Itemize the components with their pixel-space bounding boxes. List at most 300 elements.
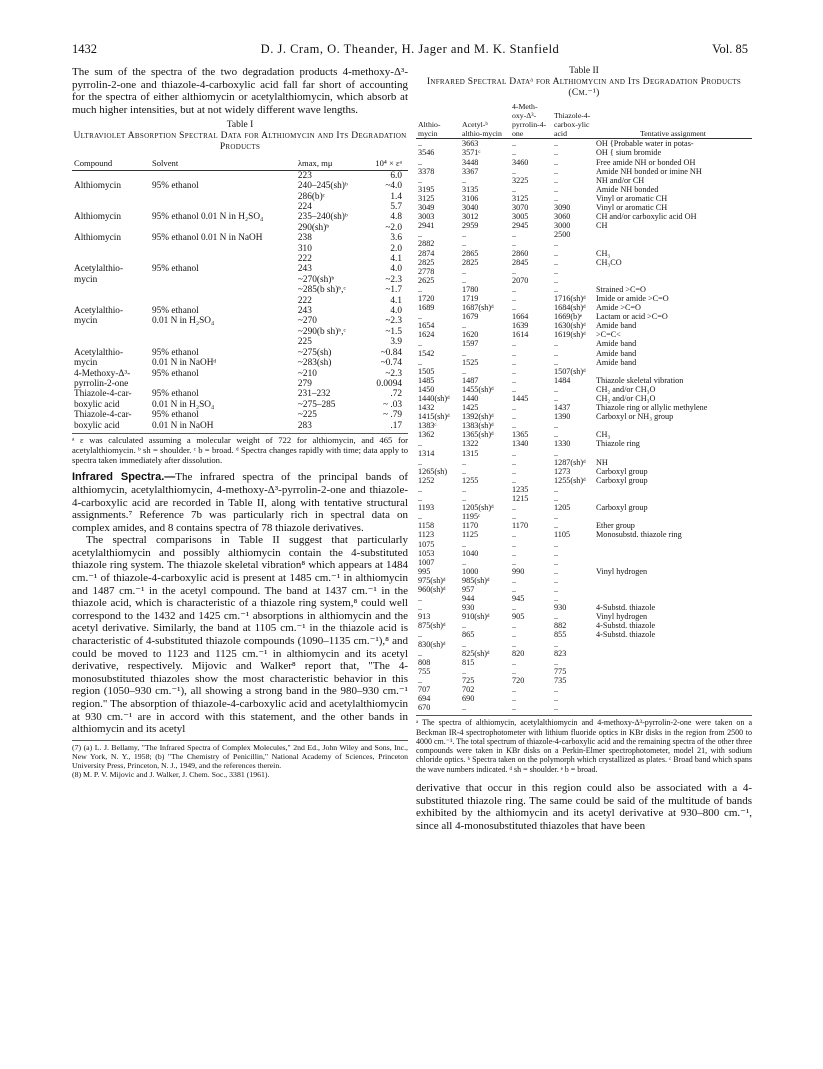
ir-table-row bbox=[416, 139, 752, 149]
ir-table-row bbox=[416, 694, 752, 703]
ir-cell-methoxypyrrolinone: .. bbox=[512, 166, 517, 176]
ir-cell-methoxypyrrolinone: 1340 bbox=[512, 439, 529, 449]
ir-cell-assignment: Thiazole ring or allylic methylene bbox=[596, 403, 708, 413]
ir-cell-acetylalthiomycin: 825(sh)ᵈ bbox=[462, 648, 490, 658]
ir-cell-methoxypyrrolinone: .. bbox=[512, 284, 517, 294]
uv-cell-solvent bbox=[150, 170, 296, 181]
uv-cell-lambda: ~225 bbox=[297, 410, 317, 421]
uv-cell-compound: Althiomycin bbox=[74, 181, 121, 192]
uv-cell-lambda: 310 bbox=[297, 243, 312, 254]
uv-cell-solvent: 0.01 N in H₂SO₄ bbox=[151, 316, 215, 327]
ir-cell-thiazole-acid: 1105 bbox=[554, 530, 571, 540]
ir-cell-acetylalthiomycin: 1780 bbox=[462, 284, 479, 294]
ir-cell-methoxypyrrolinone: 1445 bbox=[512, 394, 529, 403]
left-column bbox=[72, 66, 408, 780]
ir-cell-acetylalthiomycin: 944 bbox=[462, 594, 475, 604]
ir-cell-assignment: CH and/or carboxylic acid OH bbox=[596, 212, 697, 222]
ir-cell-assignment: CH₃CO bbox=[596, 257, 622, 267]
uv-cell-lambda: ~285(b sh)ᵇ,ᶜ bbox=[297, 285, 346, 296]
uv-cell-compound: Thiazole-4-car- bbox=[74, 389, 132, 400]
ir-cell-methoxypyrrolinone: 905 bbox=[512, 612, 525, 622]
ir-table-row bbox=[416, 221, 752, 230]
ir-table-row bbox=[416, 176, 752, 185]
uv-cell-solvent: 95% ethanol 0.01 N in NaOH bbox=[151, 233, 263, 244]
uv-table-row bbox=[72, 306, 408, 316]
ir-table-row bbox=[416, 203, 752, 212]
ir-cell-methoxypyrrolinone: 1235 bbox=[512, 484, 529, 494]
ir-cell-methoxypyrrolinone: .. bbox=[512, 666, 517, 676]
reference-7: (7) (a) L. J. Bellamy, "The Infrared Spectra of Complex Molecules," 2nd Ed., John Wiley and Sons, Inc., New York, N. Y., 1958; (b) "The Chemistry of Penicillin," National Academy of Sciences, Princeton University Press, Princeton, N. J., 1949, and the references therein. bbox=[72, 742, 408, 771]
uv-cell-solvent bbox=[150, 327, 296, 337]
uv-cell-epsilon: 4.8 bbox=[390, 212, 402, 223]
ir-cell-assignment bbox=[594, 694, 752, 703]
ir-cell-methoxypyrrolinone: 2070 bbox=[512, 275, 529, 285]
uv-cell-compound: Thiazole-4-car- bbox=[74, 410, 132, 421]
uv-table-row bbox=[72, 264, 408, 274]
ir-table-row bbox=[416, 249, 752, 258]
ir-table-row bbox=[416, 194, 752, 203]
ir-table-row bbox=[416, 148, 752, 157]
uv-cell-epsilon: 5.7 bbox=[390, 202, 402, 212]
ir-cell-althiomycin: 670 bbox=[418, 703, 431, 713]
ir-cell-thiazole-acid: .. bbox=[554, 184, 559, 194]
ir-table-row bbox=[416, 439, 752, 448]
uv-table-row bbox=[72, 379, 408, 389]
ir-cell-acetylalthiomycin: 1383(sh)ᵈ bbox=[462, 421, 494, 431]
uv-cell-solvent: 95% ethanol bbox=[151, 264, 199, 275]
uv-header-epsilon: 10⁴ × εᵃ bbox=[364, 157, 408, 170]
ir-cell-assignment: CH₂ and/or CH₃O bbox=[596, 394, 656, 403]
ir-cell-methoxypyrrolinone: .. bbox=[512, 457, 517, 467]
uv-table-row bbox=[72, 348, 408, 358]
ir-table-row bbox=[416, 185, 752, 194]
ir-cell-methoxypyrrolinone: .. bbox=[512, 557, 517, 567]
ir-table-row bbox=[416, 403, 752, 412]
ir-cell-althiomycin: 975(sh)ᵈ bbox=[418, 575, 446, 585]
ir-table-row bbox=[416, 667, 752, 676]
ir-cell-althiomycin: .. bbox=[418, 494, 423, 504]
ir-cell-thiazole-acid: .. bbox=[554, 484, 559, 494]
ir-cell-acetylalthiomycin: 1679 bbox=[462, 312, 479, 322]
ir-cell-acetylalthiomycin: 690 bbox=[462, 694, 475, 704]
ir-cell-methoxypyrrolinone: .. bbox=[512, 357, 517, 367]
ir-cell-althiomycin: 1440(sh)ᵈ bbox=[418, 394, 450, 403]
ir-cell-assignment bbox=[594, 512, 752, 521]
ir-cell-acetylalthiomycin: 3663 bbox=[462, 139, 479, 149]
ir-cell-acetylalthiomycin: .. bbox=[462, 266, 467, 276]
ir-cell-assignment bbox=[594, 230, 752, 239]
uv-cell-lambda: 243 bbox=[297, 264, 312, 275]
ir-cell-methoxypyrrolinone: 3225 bbox=[512, 175, 529, 185]
ir-cell-thiazole-acid: .. bbox=[554, 193, 559, 203]
uv-cell-solvent: 95% ethanol bbox=[151, 389, 199, 400]
uv-cell-epsilon: 3.9 bbox=[390, 337, 402, 348]
ir-cell-assignment: Amide band bbox=[596, 348, 637, 358]
ir-table-row bbox=[416, 430, 752, 439]
ir-cell-methoxypyrrolinone: 3125 bbox=[512, 193, 529, 203]
uv-cell-epsilon: .17 bbox=[390, 420, 402, 431]
table2-label: Table II bbox=[569, 66, 599, 76]
ir-cell-althiomycin: 2825 bbox=[418, 257, 435, 267]
ir-table-row bbox=[416, 385, 752, 394]
uv-table-row bbox=[72, 296, 408, 306]
ir-cell-thiazole-acid: 930 bbox=[554, 603, 567, 613]
ir-cell-assignment: Amide NH bonded or imine NH bbox=[596, 166, 702, 176]
ir-cell-althiomycin: 2941 bbox=[418, 221, 435, 231]
uv-cell-epsilon: 0.0094 bbox=[376, 378, 402, 389]
uv-cell-solvent: 95% ethanol bbox=[151, 181, 199, 192]
ir-table-row bbox=[416, 258, 752, 267]
ir-cell-methoxypyrrolinone: .. bbox=[512, 548, 517, 558]
ir-cell-thiazole-acid: .. bbox=[554, 384, 559, 394]
ir-cell-althiomycin: 830(sh)ᵈ bbox=[418, 639, 446, 649]
ir-cell-methoxypyrrolinone: 1215 bbox=[512, 494, 529, 504]
ir-cell-thiazole-acid: .. bbox=[554, 394, 559, 403]
ir-cell-acetylalthiomycin: 1322 bbox=[462, 439, 479, 449]
ir-table-row bbox=[416, 512, 752, 521]
ir-cell-althiomycin: .. bbox=[418, 512, 423, 522]
ir-cell-acetylalthiomycin: .. bbox=[462, 275, 467, 285]
uv-cell-epsilon: ~ .03 bbox=[383, 399, 402, 410]
table1-caption: Ultraviolet Absorption Spectral Data for Althiomycin and Its Degradation Products bbox=[73, 131, 407, 153]
ir-cell-althiomycin: 1252 bbox=[418, 475, 435, 485]
uv-cell-lambda: ~290(b sh)ᵇ,ᶜ bbox=[297, 326, 346, 337]
ir-cell-thiazole-acid: 1619(sh)ᵈ bbox=[554, 330, 586, 340]
ir-cell-thiazole-acid: .. bbox=[554, 612, 559, 622]
ir-table-row bbox=[416, 239, 752, 248]
ir-cell-althiomycin: 1007 bbox=[418, 557, 435, 567]
ir-cell-thiazole-acid: .. bbox=[554, 257, 559, 267]
ir-cell-althiomycin: 1654 bbox=[418, 321, 435, 331]
ir-table-row bbox=[416, 421, 752, 430]
uv-cell-epsilon: 3.6 bbox=[390, 233, 402, 244]
ir-table-row bbox=[416, 321, 752, 330]
reference-8: (8) M. P. V. Mijovic and J. Walker, J. Chem. Soc., 3381 (1961). bbox=[72, 770, 270, 780]
ir-cell-thiazole-acid: .. bbox=[554, 494, 559, 504]
infrared-paragraph-2: The spectral comparisons in Table II suggest that particularly acetylalthiomycin and possibly althiomycin contain the 4-substituted thiazole ring system. The thiazole skeletal vibration⁸ which appears at 1484 cm.⁻¹ of thiazole-4-carboxylic acid is present at 1485 cm.⁻¹ in althiomycin and 1487 cm.⁻¹ in the acetyl compound. The band at 1437 cm.⁻¹ in the thiazole acid, which is characteristic of a thiazole ring system,⁸ could well correspond to the 1432 and 1425 cm.⁻¹ absorptions in althiomycin and the acetyl derivative. Similarly, the band at 1105 cm.⁻¹ in the thiazole acid is characteristic of 4-substituted thiazole compounds (1090–1135 cm.⁻¹),⁸ and could be moved to 1123 and 1125 cm.⁻¹ in althiomycin and its acetyl derivative, respectively. Mijovic and Walker⁸ report that, "The 4-monosubstituted thiazoles show the most characteristic behavior in this region (1050–930 cm.⁻¹), all showing a strong band in the 980–930 cm.⁻¹ region." The absorption of thiazole-4-carboxylic acid and acetylalthiomycin at 930 cm.⁻¹ are in accord with this statement, and the other bands in althiomycin and its acetyl bbox=[72, 534, 408, 736]
ir-cell-methoxypyrrolinone: .. bbox=[512, 703, 517, 713]
ir-cell-assignment bbox=[594, 267, 752, 276]
ir-table-row bbox=[416, 549, 752, 558]
ir-cell-thiazole-acid: .. bbox=[554, 175, 559, 185]
ir-cell-thiazole-acid: 1716(sh)ᵈ bbox=[554, 293, 586, 303]
uv-table-row bbox=[72, 212, 408, 222]
ir-cell-methoxypyrrolinone: .. bbox=[512, 184, 517, 194]
ir-cell-acetylalthiomycin: .. bbox=[462, 639, 467, 649]
ir-cell-acetylalthiomycin: .. bbox=[462, 557, 467, 567]
ir-cell-assignment: Monosubstd. thiazole ring bbox=[596, 530, 682, 540]
ir-cell-acetylalthiomycin: .. bbox=[462, 239, 467, 249]
uv-table-row bbox=[72, 316, 408, 326]
ir-cell-acetylalthiomycin: 702 bbox=[462, 685, 475, 694]
ir-cell-methoxypyrrolinone: 2845 bbox=[512, 257, 529, 267]
ir-cell-assignment bbox=[594, 658, 752, 667]
uv-cell-lambda: 222 bbox=[297, 295, 312, 306]
ir-cell-acetylalthiomycin: 725 bbox=[462, 675, 475, 685]
uv-cell-compound: Acetylalthio- bbox=[74, 306, 124, 317]
uv-table-header bbox=[72, 157, 408, 170]
ir-cell-methoxypyrrolinone: .. bbox=[512, 694, 517, 704]
ir-cell-althiomycin: .. bbox=[418, 357, 423, 367]
ir-cell-acetylalthiomycin: 3571ᶜ bbox=[462, 148, 481, 158]
ir-cell-assignment bbox=[594, 667, 752, 676]
ir-cell-acetylalthiomycin: 1315 bbox=[462, 448, 479, 458]
ir-table-row bbox=[416, 412, 752, 421]
ir-cell-assignment bbox=[594, 594, 752, 603]
ir-cell-methoxypyrrolinone: .. bbox=[512, 239, 517, 249]
uv-cell-solvent: 0.01 N in NaOH bbox=[151, 420, 214, 431]
uv-table-row bbox=[72, 233, 408, 243]
ir-cell-methoxypyrrolinone: 945 bbox=[512, 594, 525, 604]
ir-table-row bbox=[416, 330, 752, 339]
uv-cell-compound bbox=[72, 296, 150, 306]
ir-cell-assignment: CH bbox=[596, 221, 608, 231]
uv-cell-epsilon: ~0.74 bbox=[380, 358, 402, 369]
uv-cell-compound: Althiomycin bbox=[74, 212, 121, 223]
ir-cell-althiomycin: 3546 bbox=[418, 148, 435, 158]
ir-cell-assignment bbox=[594, 640, 752, 649]
ir-cell-acetylalthiomycin: 1000 bbox=[462, 566, 479, 576]
ir-cell-methoxypyrrolinone: .. bbox=[512, 348, 517, 358]
ir-cell-assignment: OH { sium bromide bbox=[596, 148, 662, 158]
ir-cell-thiazole-acid: .. bbox=[554, 448, 559, 458]
ir-table-row bbox=[416, 540, 752, 549]
ir-cell-methoxypyrrolinone: .. bbox=[512, 512, 517, 522]
ir-cell-thiazole-acid: 2500 bbox=[554, 230, 571, 240]
ir-cell-assignment: CH₃ bbox=[596, 248, 611, 258]
ir-cell-assignment: CH₃ bbox=[596, 430, 611, 440]
ir-cell-acetylalthiomycin: 2825 bbox=[462, 257, 479, 267]
uv-header-lambda: λmax, mμ bbox=[296, 157, 364, 170]
ir-cell-assignment: Amide >C=O bbox=[596, 303, 641, 313]
ir-cell-thiazole-acid: 1437 bbox=[554, 403, 571, 413]
uv-cell-lambda: 231–232 bbox=[297, 389, 331, 400]
uv-cell-compound bbox=[72, 170, 150, 181]
ir-table-row bbox=[416, 621, 752, 630]
ir-cell-methoxypyrrolinone: .. bbox=[512, 466, 517, 476]
ir-cell-thiazole-acid: .. bbox=[554, 685, 559, 694]
ir-table-row bbox=[416, 303, 752, 312]
uv-cell-lambda: ~283(sh) bbox=[297, 358, 332, 369]
ir-cell-acetylalthiomycin: 1455(sh)ᵈ bbox=[462, 384, 494, 394]
ir-cell-assignment bbox=[594, 239, 752, 248]
uv-cell-lambda: 224 bbox=[297, 202, 312, 212]
ir-cell-acetylalthiomycin: .. bbox=[462, 230, 467, 240]
ir-cell-methoxypyrrolinone: .. bbox=[512, 384, 517, 394]
uv-table-row bbox=[72, 254, 408, 264]
continuation-paragraph: derivative that occur in this region could also be associated with a 4-substituted thiazole ring. The same could be said of the multitude of bands exhibited by the althiomycin and its acetyl derivative at 930–800 cm.⁻¹, since all 4-monosubstituted thiazoles that have been bbox=[416, 782, 752, 832]
ir-cell-althiomycin: .. bbox=[418, 484, 423, 494]
uv-cell-compound: 4-Methoxy-Δ³- bbox=[74, 368, 131, 379]
uv-cell-compound bbox=[72, 327, 150, 337]
ir-cell-althiomycin: .. bbox=[418, 175, 423, 185]
uv-cell-compound: mycin bbox=[74, 316, 98, 327]
ir-table-row bbox=[416, 640, 752, 649]
ir-cell-methoxypyrrolinone: 2945 bbox=[512, 221, 529, 231]
ir-cell-althiomycin: .. bbox=[418, 648, 423, 658]
ir-cell-althiomycin: 1689 bbox=[418, 303, 435, 313]
uv-cell-lambda: 225 bbox=[297, 337, 312, 348]
ir-cell-methoxypyrrolinone: .. bbox=[512, 403, 517, 413]
ir-cell-thiazole-acid: 1390 bbox=[554, 412, 571, 422]
ir-header-thiazole-acid: Thiazole-4-carbox-ylic acid bbox=[552, 102, 594, 139]
uv-cell-solvent: 95% ethanol bbox=[151, 410, 199, 421]
uv-cell-compound bbox=[72, 202, 150, 212]
ir-table-row bbox=[416, 158, 752, 167]
uv-cell-lambda: 286(b)ᶜ bbox=[297, 191, 326, 202]
ir-cell-assignment: Carboxyl group bbox=[596, 475, 648, 485]
ir-cell-assignment: Amide band bbox=[596, 357, 637, 367]
ir-cell-thiazole-acid: 3060 bbox=[554, 212, 571, 222]
ir-cell-methoxypyrrolinone: .. bbox=[512, 539, 517, 549]
ir-cell-methoxypyrrolinone: .. bbox=[512, 421, 517, 431]
ir-cell-thiazole-acid: .. bbox=[554, 521, 559, 531]
ir-cell-assignment: Imide or amide >C=O bbox=[596, 293, 669, 303]
ir-cell-althiomycin: 1053 bbox=[418, 548, 435, 558]
ir-cell-acetylalthiomycin: .. bbox=[462, 666, 467, 676]
uv-cell-lambda: 279 bbox=[297, 378, 312, 389]
uv-cell-lambda: 243 bbox=[297, 306, 312, 317]
ir-cell-methoxypyrrolinone: 1614 bbox=[512, 330, 529, 340]
uv-cell-lambda: ~270 bbox=[297, 316, 317, 327]
ir-cell-assignment: Thiazole skeletal vibration bbox=[596, 375, 684, 385]
ir-table-row bbox=[416, 594, 752, 603]
ir-table-row bbox=[416, 494, 752, 503]
ir-cell-acetylalthiomycin: 1487 bbox=[462, 375, 479, 385]
uv-cell-compound: mycin bbox=[74, 274, 98, 285]
ir-cell-althiomycin: .. bbox=[418, 603, 423, 613]
ir-cell-thiazole-acid: .. bbox=[554, 348, 559, 358]
uv-cell-epsilon: 6.0 bbox=[390, 170, 402, 181]
ir-cell-acetylalthiomycin: 1425 bbox=[462, 403, 479, 413]
ir-table-row bbox=[416, 603, 752, 612]
ir-cell-acetylalthiomycin: 1170 bbox=[462, 521, 479, 531]
ir-cell-assignment: Vinyl hydrogen bbox=[596, 612, 648, 622]
ir-cell-thiazole-acid: .. bbox=[554, 166, 559, 176]
ir-cell-assignment: Vinyl or aromatic CH bbox=[596, 203, 668, 213]
uv-table-row bbox=[72, 202, 408, 212]
ir-cell-methoxypyrrolinone: 1365 bbox=[512, 430, 529, 440]
ir-table-row bbox=[416, 658, 752, 667]
ir-cell-althiomycin: .. bbox=[418, 284, 423, 294]
ir-cell-acetylalthiomycin: 1687(sh)ᵈ bbox=[462, 303, 494, 313]
ir-cell-acetylalthiomycin: .. bbox=[462, 539, 467, 549]
ir-cell-methoxypyrrolinone: .. bbox=[512, 448, 517, 458]
ir-cell-acetylalthiomycin: 815 bbox=[462, 657, 475, 667]
ir-table-row bbox=[416, 449, 752, 458]
uv-cell-epsilon: .72 bbox=[390, 389, 402, 400]
ir-cell-thiazole-acid: 882 bbox=[554, 621, 567, 631]
ir-cell-methoxypyrrolinone: .. bbox=[512, 366, 517, 376]
uv-cell-epsilon: ~2.3 bbox=[385, 368, 402, 379]
ir-cell-althiomycin: 1720 bbox=[418, 293, 435, 303]
uv-cell-solvent: 95% ethanol 0.01 N in H₂SO₄ bbox=[151, 212, 264, 223]
uv-cell-epsilon: 4.0 bbox=[390, 306, 402, 317]
uv-cell-solvent bbox=[150, 244, 296, 254]
ir-cell-acetylalthiomycin: 1620 bbox=[462, 330, 479, 340]
ir-cell-acetylalthiomycin: 2959 bbox=[462, 221, 479, 231]
page-number: 1432 bbox=[72, 42, 97, 56]
ir-cell-methoxypyrrolinone: 990 bbox=[512, 566, 525, 576]
uv-cell-epsilon: 4.1 bbox=[390, 295, 402, 306]
ir-cell-althiomycin: 875(sh)ᵈ bbox=[418, 621, 446, 631]
ir-cell-althiomycin: .. bbox=[418, 457, 423, 467]
ir-cell-acetylalthiomycin: .. bbox=[462, 703, 467, 713]
ir-cell-acetylalthiomycin: 3106 bbox=[462, 193, 479, 203]
uv-cell-lambda: 283 bbox=[297, 420, 312, 431]
uv-cell-solvent bbox=[150, 223, 296, 233]
ir-cell-thiazole-acid: 1669(b)ᵉ bbox=[554, 312, 583, 322]
uv-cell-solvent: 95% ethanol bbox=[151, 347, 199, 358]
ir-cell-acetylalthiomycin: .. bbox=[462, 484, 467, 494]
ir-table-row bbox=[416, 630, 752, 639]
ir-cell-methoxypyrrolinone: .. bbox=[512, 639, 517, 649]
uv-cell-solvent: 0.01 N in NaOHᵈ bbox=[151, 358, 217, 369]
ir-cell-assignment: Thiazole ring bbox=[596, 439, 640, 449]
ir-cell-assignment: Vinyl hydrogen bbox=[596, 566, 648, 576]
ir-cell-althiomycin: 707 bbox=[418, 685, 431, 694]
uv-cell-compound bbox=[72, 285, 150, 295]
uv-table-row bbox=[72, 358, 408, 368]
ir-cell-thiazole-acid: .. bbox=[554, 512, 559, 522]
ir-table-row bbox=[416, 476, 752, 485]
ir-cell-methoxypyrrolinone: 1664 bbox=[512, 312, 529, 322]
ir-cell-thiazole-acid: .. bbox=[554, 284, 559, 294]
ir-cell-thiazole-acid: .. bbox=[554, 584, 559, 594]
ir-table-row bbox=[416, 167, 752, 176]
uv-cell-lambda: 238 bbox=[297, 233, 312, 244]
ir-cell-assignment bbox=[594, 449, 752, 458]
ir-cell-assignment bbox=[594, 367, 752, 376]
ir-cell-althiomycin: 808 bbox=[418, 657, 431, 667]
ir-cell-acetylalthiomycin: 910(sh)ᵈ bbox=[462, 612, 490, 622]
ir-header-althiomycin: Althio-mycin bbox=[416, 102, 460, 139]
ir-cell-assignment: OH {Probable water in potas- bbox=[596, 139, 694, 149]
ir-table-row bbox=[416, 649, 752, 658]
ir-cell-thiazole-acid: .. bbox=[554, 239, 559, 249]
ir-cell-methoxypyrrolinone: 720 bbox=[512, 675, 525, 685]
ir-cell-althiomycin: 960(sh)ᵈ bbox=[418, 584, 446, 594]
ir-cell-althiomycin: 2778 bbox=[418, 266, 435, 276]
ir-cell-acetylalthiomycin: 865 bbox=[462, 630, 475, 640]
ir-cell-methoxypyrrolinone: 1639 bbox=[512, 321, 529, 331]
uv-header-solvent: Solvent bbox=[150, 157, 296, 170]
ir-cell-althiomycin: 1542 bbox=[418, 348, 435, 358]
uv-cell-compound: boxylic acid bbox=[74, 399, 120, 410]
uv-cell-lambda: 235–240(sh)ᵇ bbox=[297, 212, 348, 223]
ir-cell-althiomycin: 2882 bbox=[418, 239, 435, 249]
ir-cell-thiazole-acid: 1484 bbox=[554, 375, 571, 385]
uv-cell-compound: pyrrolin-2-one bbox=[74, 378, 129, 389]
ir-cell-thiazole-acid: 3090 bbox=[554, 203, 571, 213]
ir-table-row bbox=[416, 558, 752, 567]
ir-cell-thiazole-acid: 735 bbox=[554, 675, 567, 685]
uv-cell-compound bbox=[72, 244, 150, 254]
ir-header-acetylalthiomycin: Acetyl-ᵇ althio-mycin bbox=[460, 102, 510, 139]
ir-cell-thiazole-acid: .. bbox=[554, 421, 559, 431]
ir-cell-thiazole-acid: 1684(sh)ᵈ bbox=[554, 303, 586, 313]
uv-cell-epsilon: 4.0 bbox=[390, 264, 402, 275]
uv-cell-solvent bbox=[150, 337, 296, 347]
ir-table-row bbox=[416, 703, 752, 712]
uv-cell-lambda: ~270(sh)ᵇ bbox=[297, 274, 335, 285]
ir-table-row bbox=[416, 339, 752, 348]
ir-table-row bbox=[416, 358, 752, 367]
ir-cell-assignment: 4-Substd. thiazole bbox=[596, 621, 656, 631]
ir-cell-assignment: NH and/or CH bbox=[596, 175, 645, 185]
ir-cell-althiomycin: .. bbox=[418, 339, 423, 349]
ir-cell-althiomycin: .. bbox=[418, 139, 423, 149]
